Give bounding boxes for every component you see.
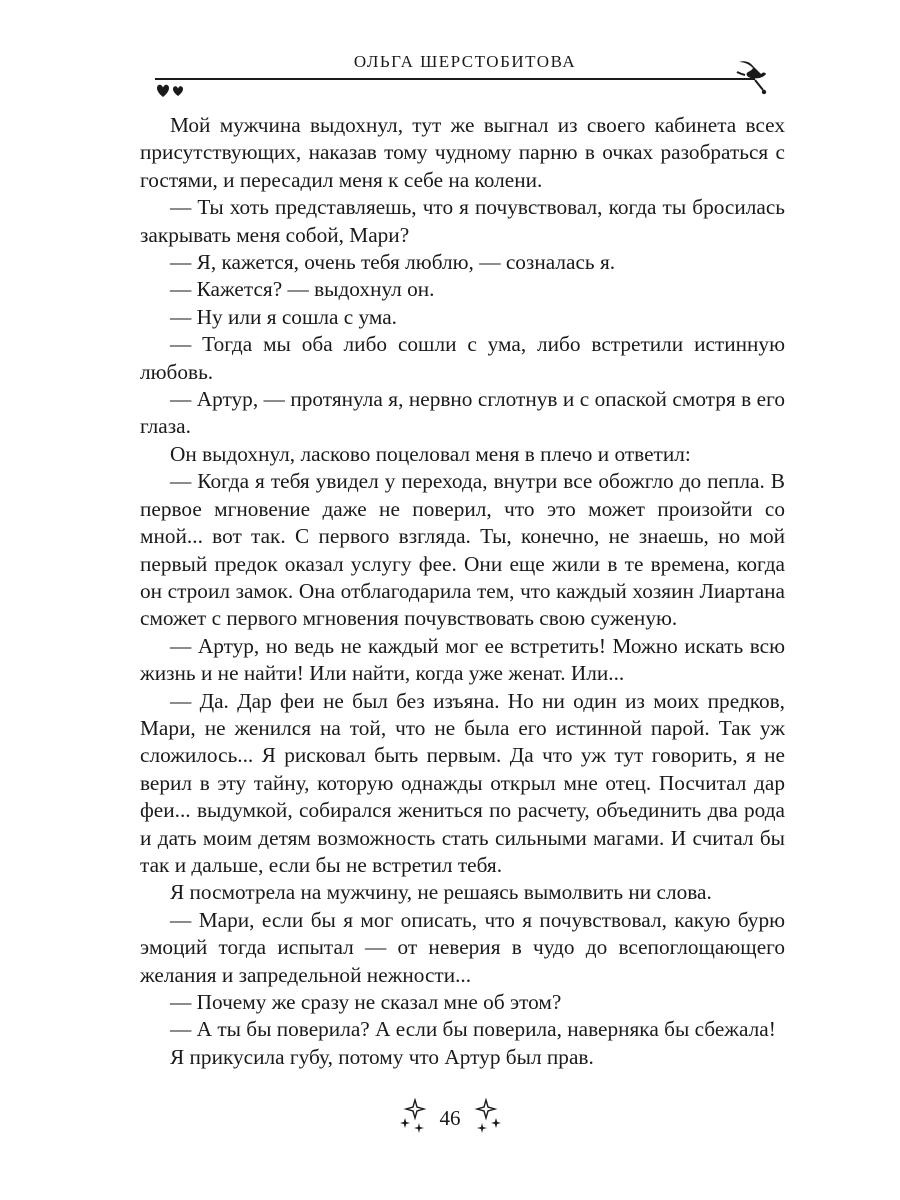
paragraph: Мой мужчина выдохнул, тут же выгнал из своего кабинета всех присутствующих, наказав тому чудному парню в очках разобраться с гостями, и пересадил меня к себе на колени.: [140, 113, 785, 192]
paragraph: — Почему же сразу не сказал мне об этом?: [170, 990, 562, 1014]
paragraph: — Я, кажется, очень тебя люблю, — созналась я.: [170, 250, 616, 275]
paragraph: — Тогда мы оба либо сошли с ума, либо встретили истинную любовь.: [140, 332, 785, 384]
hearts-icon: [157, 84, 187, 98]
paragraph: Я посмотрела на мужчину, не решаясь вымолвить ни слова.: [170, 880, 712, 905]
body-text: [140, 112, 785, 1071]
paragraph: — Ну или я сошла с ума.: [170, 304, 397, 329]
witch-hat-icon: [733, 50, 775, 100]
paragraph: — А ты бы поверила? А если бы поверила, наверняка бы сбежала!: [170, 1017, 776, 1042]
paragraph: — Мари, если бы я мог описать, что я почувствовал, какую бурю эмоций тогда испытал — от неверия в чудо до всепоглощающего желания и запредельной нежности...: [140, 907, 785, 987]
paragraph: — Когда я тебя увидел у перехода, внутри все обожгло до пепла. В первое мгновение даже не поверил, что это может произойти со мной... вот так. С первого взгляда. Ты, конечно, не знаешь, но мой первый предок оказал услугу фее. Они еще жили в те времена, когда он строил замок. Она отблагодарила тем, что каждый хозяин Лиартана сможет с первого мгновения почувствовать свою суженую.: [140, 469, 785, 631]
paragraph: — Артур, — протянула я, нервно сглотнув и с опаской смотря в его глаза.: [140, 387, 785, 439]
sparkle-icon: [469, 1098, 503, 1138]
header-rule: [155, 78, 755, 80]
sparkle-icon: [398, 1098, 432, 1138]
page-footer: [0, 1098, 900, 1142]
paragraph: Он выдохнул, ласково поцеловал меня в плечо и ответил:: [170, 441, 691, 466]
header-author: ОЛЬГА ШЕРСТОБИТОВА: [353, 52, 577, 71]
paragraph: Я прикусила губу, потому что Артур был прав.: [170, 1044, 594, 1069]
paragraph: — Да. Дар феи не был без изъяна. Но ни один из моих предков, Мари, не женился на той, что не была его истинной парой. Так уж сложилось... Я рисковал быть первым. Да что уж тут говорить, я не верил в эту тайну, которую однажды открыл мне отец. Посчитал дар феи... выдумкой, собирался жениться по расчету, объединить два рода и дать моим детям возможность стать сильными магами. И считал бы так и дальше, если бы не встретил тебя.: [140, 688, 785, 877]
paragraph: — Ты хоть представляешь, что я почувствовал, когда ты бросилась закрывать меня собой, Мари?: [140, 195, 785, 247]
paragraph: — Артур, но ведь не каждый мог ее встретить! Можно искать всю жизнь и не найти! Или найти, когда уже женат. Или...: [140, 633, 785, 686]
running-header: [155, 50, 775, 110]
page-number: 46: [439, 1105, 461, 1130]
paragraph: — Кажется? — выдохнул он.: [170, 277, 435, 302]
